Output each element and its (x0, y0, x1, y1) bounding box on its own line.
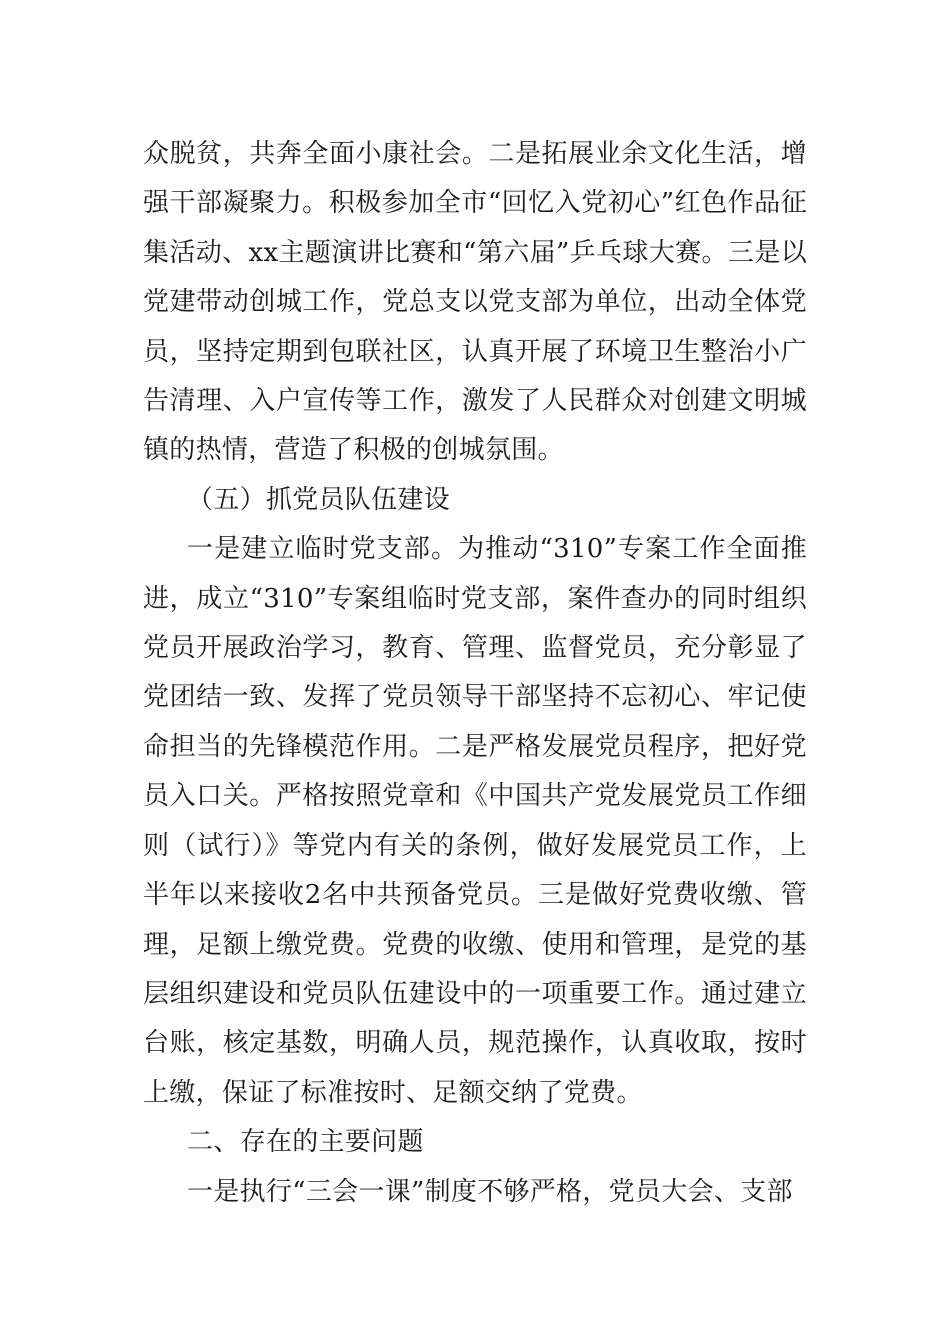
paragraph-party-team: 一是建立临时党支部。为推动“310”专案工作全面推进，成立“310”专案组临时党支部，案件查办的同时组织党员开展政治学习，教育、管理、监督党员，充分彰显了党团结一致、发挥了党员领导干部坚持不忘初心、牢记使命担当的先锋模范作用。二是严格发展党员程序，把好党员入口关。严格按照党章和《中国共产党发展党员工作细则（试行）》等党内有关的条例，做好发展党员工作，上半年以来接收2名中共预备党员。三是做好党费收缴、管理，足额上缴党费。党费的收缴、使用和管理，是党的基层组织建设和党员队伍建设中的一项重要工作。通过建立台账，核定基数，明确人员，规范操作，认真收取，按时上缴，保证了标准按时、足额交纳了党费。 (143, 534, 807, 1108)
section-heading-problems: 二、存在的主要问题 (187, 1127, 424, 1158)
section-heading-party-team: （五）抓党员队伍建设 (187, 484, 451, 515)
document-body (143, 130, 807, 1217)
paragraph-problems: 一是执行“三会一课”制度不够严格，党员大会、支部 (187, 1176, 793, 1207)
paragraph-continuation: 众脱贫，共奔全面小康社会。二是拓展业余文化生活，增强干部凝聚力。积极参加全市“回忆入党初心”红色作品征集活动、xx主题演讲比赛和“第六届”乒乓球大赛。三是以党建带动创城工作，党总支以党支部为单位，出动全体党员，坚持定期到包联社区，认真开展了环境卫生整治小广告清理、入户宣传等工作，激发了人民群众对创建文明城镇的热情，营造了积极的创城氛围。 (143, 139, 807, 466)
